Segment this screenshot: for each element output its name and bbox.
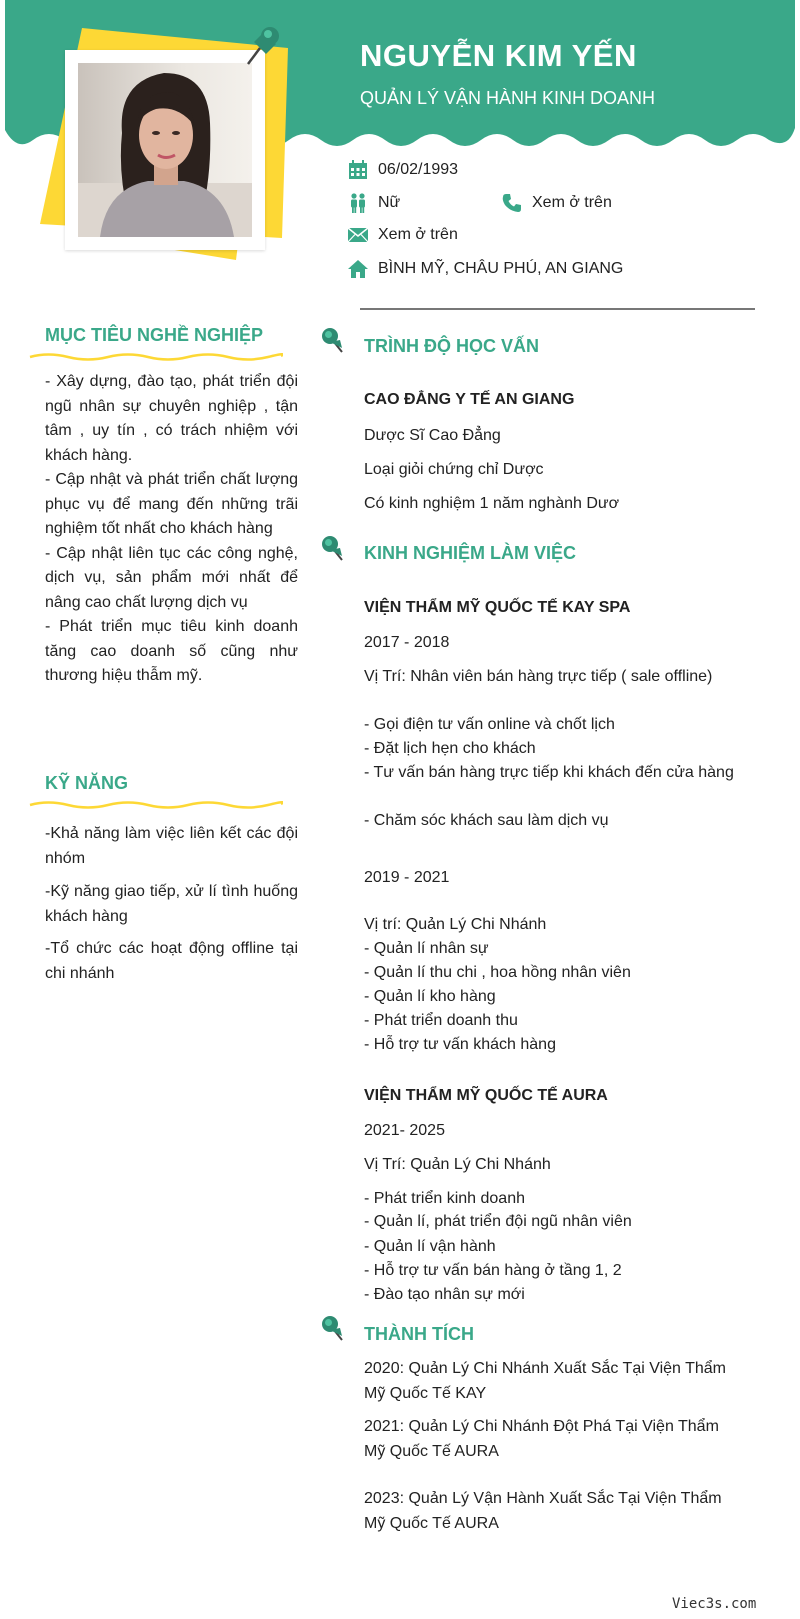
company-name: VIỆN THẨM MỸ QUỐC TẾ AURA [364, 1087, 608, 1104]
job-duty: - Hỗ trợ tư vấn khách hàng [364, 1036, 556, 1053]
objective-line: - Phát triển mục tiêu kinh doanh tăng cao doanh số cũng như thương hiệu thẫm mỹ. [45, 618, 298, 684]
job-role: Vị Trí: Nhân viên bán hàng trực tiếp ( sale offline) [364, 668, 713, 685]
photo-pin-icon [240, 24, 282, 68]
job-role: Vị trí: Quản Lý Chi Nhánh [364, 916, 547, 933]
job-period: 2017 - 2018 [364, 634, 450, 651]
job-duty: - Quản lí nhân sự [364, 940, 489, 957]
school-name: CAO ĐẲNG Y TẾ AN GIANG [364, 391, 575, 408]
home-icon [348, 260, 368, 278]
job-duty: - Hỗ trợ tư vấn bán hàng ở tầng 1, 2 [364, 1262, 622, 1279]
email-icon [348, 227, 368, 243]
education-pin-icon [320, 326, 348, 356]
job-role: Vị Trí: Quản Lý Chi Nhánh [364, 1156, 551, 1173]
profile-photo [78, 63, 252, 237]
objective-line: - Xây dựng, đào tạo, phát triển đội ngũ nhân sự chuyên nghiệp , tận tâm , uy tín , có trách nhiệm với khách hàng. [45, 373, 298, 464]
job-duty: - Chăm sóc khách sau làm dịch vụ [364, 812, 609, 829]
gender-icon [348, 193, 368, 213]
job-duty: - Đặt lịch hẹn cho khách [364, 740, 536, 757]
objective-line: - Cập nhật liên tục các công nghệ, dịch vụ, sản phẩm mới nhất để nâng cao chất lượng dịch vụ [45, 544, 298, 611]
job-duty: - Quản lí kho hàng [364, 988, 496, 1005]
education-line: Loại giỏi chứng chỉ Dược [364, 461, 544, 478]
education-title: TRÌNH ĐỘ HỌC VẤN [364, 336, 539, 356]
achievement-item: 2020: Quản Lý Chi Nhánh Xuất Sắc Tại Viện Thẩm Mỹ Quốc Tế KAY [364, 1360, 727, 1402]
job-period: 2021- 2025 [364, 1122, 445, 1139]
experience-title: KINH NGHIỆM LÀM VIỆC [364, 543, 577, 563]
achievements-pin-icon [320, 1314, 348, 1344]
objective-title: MỤC TIÊU NGHỀ NGHIỆP [45, 325, 264, 345]
dob-row [348, 160, 458, 180]
phone-value: Xem ở trên [532, 194, 612, 211]
job-duty: - Gọi điện tư vấn online và chốt lịch [364, 716, 615, 733]
watermark: Viec3s.com [672, 1596, 757, 1612]
skills-underline [28, 798, 283, 812]
candidate-name: NGUYỄN KIM YẾN [360, 38, 637, 73]
header-divider [360, 308, 755, 310]
achievements-title: THÀNH TÍCH [364, 1324, 474, 1344]
phone-row [502, 193, 612, 213]
photo-frame [65, 50, 265, 250]
skill-item: -Khả năng làm việc liên kết các đội nhóm [45, 825, 298, 867]
gender-row [348, 193, 400, 213]
objective-underline [28, 350, 283, 364]
address-value: BÌNH MỸ, CHÂU PHÚ, AN GIANG [378, 260, 624, 277]
job-duty: - Phát triển doanh thu [364, 1012, 518, 1029]
phone-icon [502, 193, 522, 213]
skill-item: -Tổ chức các hoạt động offline tại chi nhánh [45, 940, 298, 982]
email-row [348, 226, 458, 244]
address-row [348, 260, 623, 278]
job-period: 2019 - 2021 [364, 869, 450, 886]
gender-value: Nữ [378, 194, 401, 211]
education-line: Có kinh nghiệm 1 năm nghành Dươ [364, 495, 620, 512]
job-duty: - Quản lí thu chi , hoa hồng nhân viên [364, 964, 631, 981]
skills-title: KỸ NĂNG [45, 773, 129, 793]
dob-value: 06/02/1993 [378, 161, 459, 178]
company-name: VIỆN THẨM MỸ QUỐC TẾ KAY SPA [364, 599, 631, 616]
email-value: Xem ở trên [378, 226, 458, 243]
achievement-item: 2023: Quản Lý Vận Hành Xuất Sắc Tại Viện Thẩm Mỹ Quốc Tế AURA [364, 1490, 722, 1532]
job-duty: - Tư vấn bán hàng trực tiếp khi khách đến cửa hàng [364, 764, 734, 781]
job-duty: - Đào tạo nhân sự mới [364, 1286, 525, 1303]
achievement-item: 2021: Quản Lý Chi Nhánh Đột Phá Tại Viện Thẩm Mỹ Quốc Tế AURA [364, 1418, 719, 1460]
objective-text [45, 370, 298, 689]
objective-line: - Cập nhật và phát triển chất lượng phục vụ để mang đến những trãi nghiệm tốt nhất cho khách hàng [45, 471, 298, 537]
job-duty: - Phát triển kinh doanh [364, 1190, 525, 1207]
job-duty: - Quản lí vận hành [364, 1238, 496, 1255]
calendar-icon [348, 160, 368, 180]
job-duty: - Quản lí, phát triển đội ngũ nhân viên [364, 1213, 632, 1230]
education-line: Dược Sĩ Cao Đẳng [364, 427, 501, 444]
skill-item: -Kỹ năng giao tiếp, xử lí tình huống khách hàng [45, 883, 298, 925]
job-title: QUẢN LÝ VẬN HÀNH KINH DOANH [360, 88, 656, 108]
experience-pin-icon [320, 534, 348, 564]
